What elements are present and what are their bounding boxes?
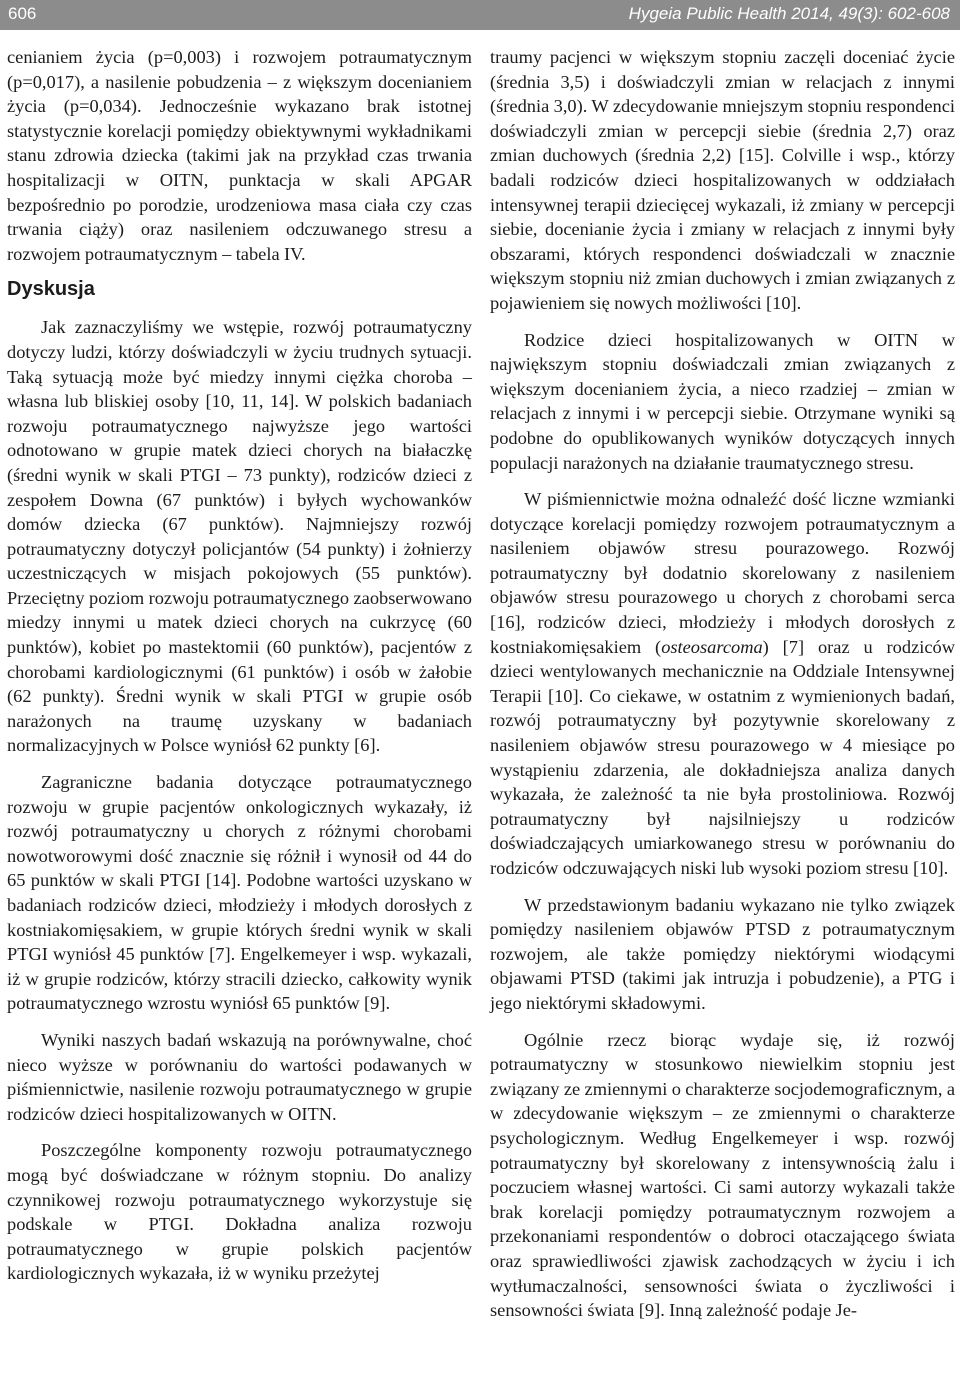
paragraph-results-continued: cenianiem życia (p=0,003) i rozwojem potraumatycznym (p=0,017), a nasilenie pobudzenia – z większym docenianiem życia (p=0,034). Jednocześnie wykazano brak istotnej statystycznie korelacji pomiędzy obiektywnymi wykładnikami stanu zdrowia dziecka (takimi jak na przykład czas trwania hospitalizacji w OITN, punktacja w skali APGAR bezpośrednio po porodzie, urodzeniowa masa ciała czy czas trwania ciąży) oraz nasileniem odczuwanego stresu a rozwojem potraumatycznym – tabela IV. bbox=[7, 47, 472, 264]
section-heading-discussion: Dyskusja bbox=[7, 278, 95, 301]
page-number: 606 bbox=[8, 4, 37, 23]
paragraph-discussion-1: Jak zaznaczyliśmy we wstępie, rozwój potraumatyczny dotyczy ludzi, którzy doświadczyli w życiu trudnych sytuacji. Taką sytuacją może być miedzy innymi ciężka choroba – własna lub bliskiej osoby [10, 11, 14]. W polskich badaniach rozwoju potraumatycznego najwyższe jego wartości odnotowano w grupie matek dzieci chorych na białaczkę (średni wynik w skali PTGI – 73 punkty), rodziców dzieci z zespołem Downa (67 punktów) i byłych wychowanków domów dziecka (67 punktów). Najmniejszy rozwój potraumatyczny dotyczył policjantów (54 punkty) i żołnierzy uczestniczących w misjach pokojowych (55 punktów). Przeciętny poziom rozwoju potraumatycznego zaobserwowano miedzy innymi u matek dzieci chorych na cukrzycę (60 punktów), kobiet po mastektomii (60 punktów), pacjentów z chorobami kardiologicznymi (61 punktów) i osób w żałobie (62 punkty). Średni wynik w skali PTGI w grupie osób narażonych na traumę uzyskany w badaniach normalizacyjnych w Polsce wyniósł 62 punkty [6]. bbox=[7, 317, 472, 756]
paragraph-right-continued: traumy pacjenci w większym stopniu zaczęli doceniać życie (średnia 3,5) i doświadczyli zmian w relacjach z innymi (średnia 3,0). W zdecydowanie mniejszym stopniu respondenci doświadczyli zmian w percepcji siebie (średnia 2,7) oraz zmian duchowych (średnia 2,2) [15]. Colville i wsp., którzy badali rodziców dzieci hospitalizowanych w oddziałach intensywnej terapii dziecięcej wykazali, iż zmiany w percepcji siebie, docenianie życia i zmiany w relacjach z innymi były obszarami, których respondenci doświadczali w znacznie większym stopniu niż zmian duchowych i zmian związanych z pojawieniem się nowych możliwości [10]. bbox=[490, 47, 955, 313]
paragraph-right-4: Ogólnie rzecz biorąc wydaje się, iż rozwój potraumatyczny w stosunkowo niewielkim stopniu jest związany ze zmiennymi o charakterze socjodemograficznym, a w zdecydowanie większym – ze zmiennymi o charakterze psychologicznym. Według Engelkemeyer i wsp. rozwój potraumatyczny był skorelowany z intensywnością żalu i poczuciem własnej wartości. Ci sami autorzy wykazali także brak korelacji pomiędzy potraumatycznym rozwojem a przekonaniami respondentów o dobroci otaczającego świata oraz sprawiedliwości zjawisk zachodzących w życiu i ich wytłumaczalności, sensowności świata o życzliwości i sensowności świata [9]. Inną zależność podaje Je- bbox=[490, 1029, 955, 1321]
left-column bbox=[7, 45, 472, 1298]
paragraph-discussion-4: Poszczególne komponenty rozwoju potraumatycznego mogą być doświadczane w różnym stopniu. Do analizy czynnikowej rozwoju potraumatycznego wykorzystuje się podskale w PTGI. Dokładna analiza rozwoju potraumatycznego w grupie polskich pacjentów kardiologicznych wykazała, iż w wyniku przeżytej bbox=[7, 1140, 472, 1284]
paragraph-right-2: W piśmiennictwie można odnaleźć dość liczne wzmianki dotyczące korelacji pomiędzy rozwojem potraumatycznym a nasileniem objawów stresu pourazowego. Rozwój potraumatyczny był dodatnio skorelowany z nasileniem objawów stresu pourazowego u chorych z chorobami serca [16], rodziców dzieci, młodzieży i młodych dorosłych z kostniakomięsakiem (osteosarcoma) [7] oraz u rodziców dzieci wentylowanych mechanicznie na Oddziale Intensywnej Terapii [10]. Co ciekawe, w ostatnim z wymienionych badań, rozwój potraumatyczny był pozytywnie skorelowany z nasileniem objawów stresu pourazowego w 4 miesiące po wystąpieniu zdarzenia, ale dokładniejsza analiza danych wykazała, że zależność ta nie była prostoliniowa. Rozwój potraumatyczny był najsilniejszy u rodziców doświadczających umiarkowanego stresu w porównaniu do rodziców odczuwających niski lub wysoki poziom stresu [10]. bbox=[490, 489, 955, 878]
journal-reference: Hygeia Public Health 2014, 49(3): 602-608 bbox=[628, 4, 950, 23]
paragraph-discussion-3: Wyniki naszych badań wskazują na porównywalne, choć nieco wyższe w porównaniu do wartości podawanych w piśmiennictwie, nasilenie rozwoju potraumatycznego w grupie rodziców dzieci hospitalizowanych w OITN. bbox=[7, 1029, 472, 1124]
paragraph-right-1: Rodzice dzieci hospitalizowanych w OITN w największym stopniu doświadczali zmian związanych z większym docenianiem życia, a nieco rzadziej – zmian w relacjach z innymi i w percepcji siebie. Otrzymane wyniki są podobne do opublikowanych wyników dotyczących innych populacji narażonych na działanie traumatycznego stresu. bbox=[490, 329, 955, 473]
paragraph-discussion-2: Zagraniczne badania dotyczące potraumatycznego rozwoju w grupie pacjentów onkologicznych wykazały, iż rozwój potraumatyczny u chorych z różnymi chorobami nowotworowymi dość znacznie się różnił i wynosił od 44 do 65 punktów w skali PTGI [14]. Podobne wartości uzyskano w badaniach rodziców dzieci, młodzieży i młodych dorosłych z kostniakomięsakiem, w grupie których średni wynik w skali PTGI wyniósł 45 punktów [7]. Engelkemeyer i wsp. wykazali, iż w grupie rodziców, którzy stracili dziecko, całkowity wynik potraumatycznego wzrostu wyniósł 65 punktów [9]. bbox=[7, 772, 472, 1014]
page-header bbox=[0, 0, 960, 30]
paragraph-right-3: W przedstawionym badaniu wykazano nie tylko związek pomiędzy nasileniem objawów PTSD z potraumatycznym rozwojem, ale także pomiędzy niektórymi wiodącymi objawami PTSD (takimi jak intruzja i pobudzenie), a PTG i jego niektórymi składowymi. bbox=[490, 894, 955, 1013]
right-column bbox=[490, 45, 955, 1335]
